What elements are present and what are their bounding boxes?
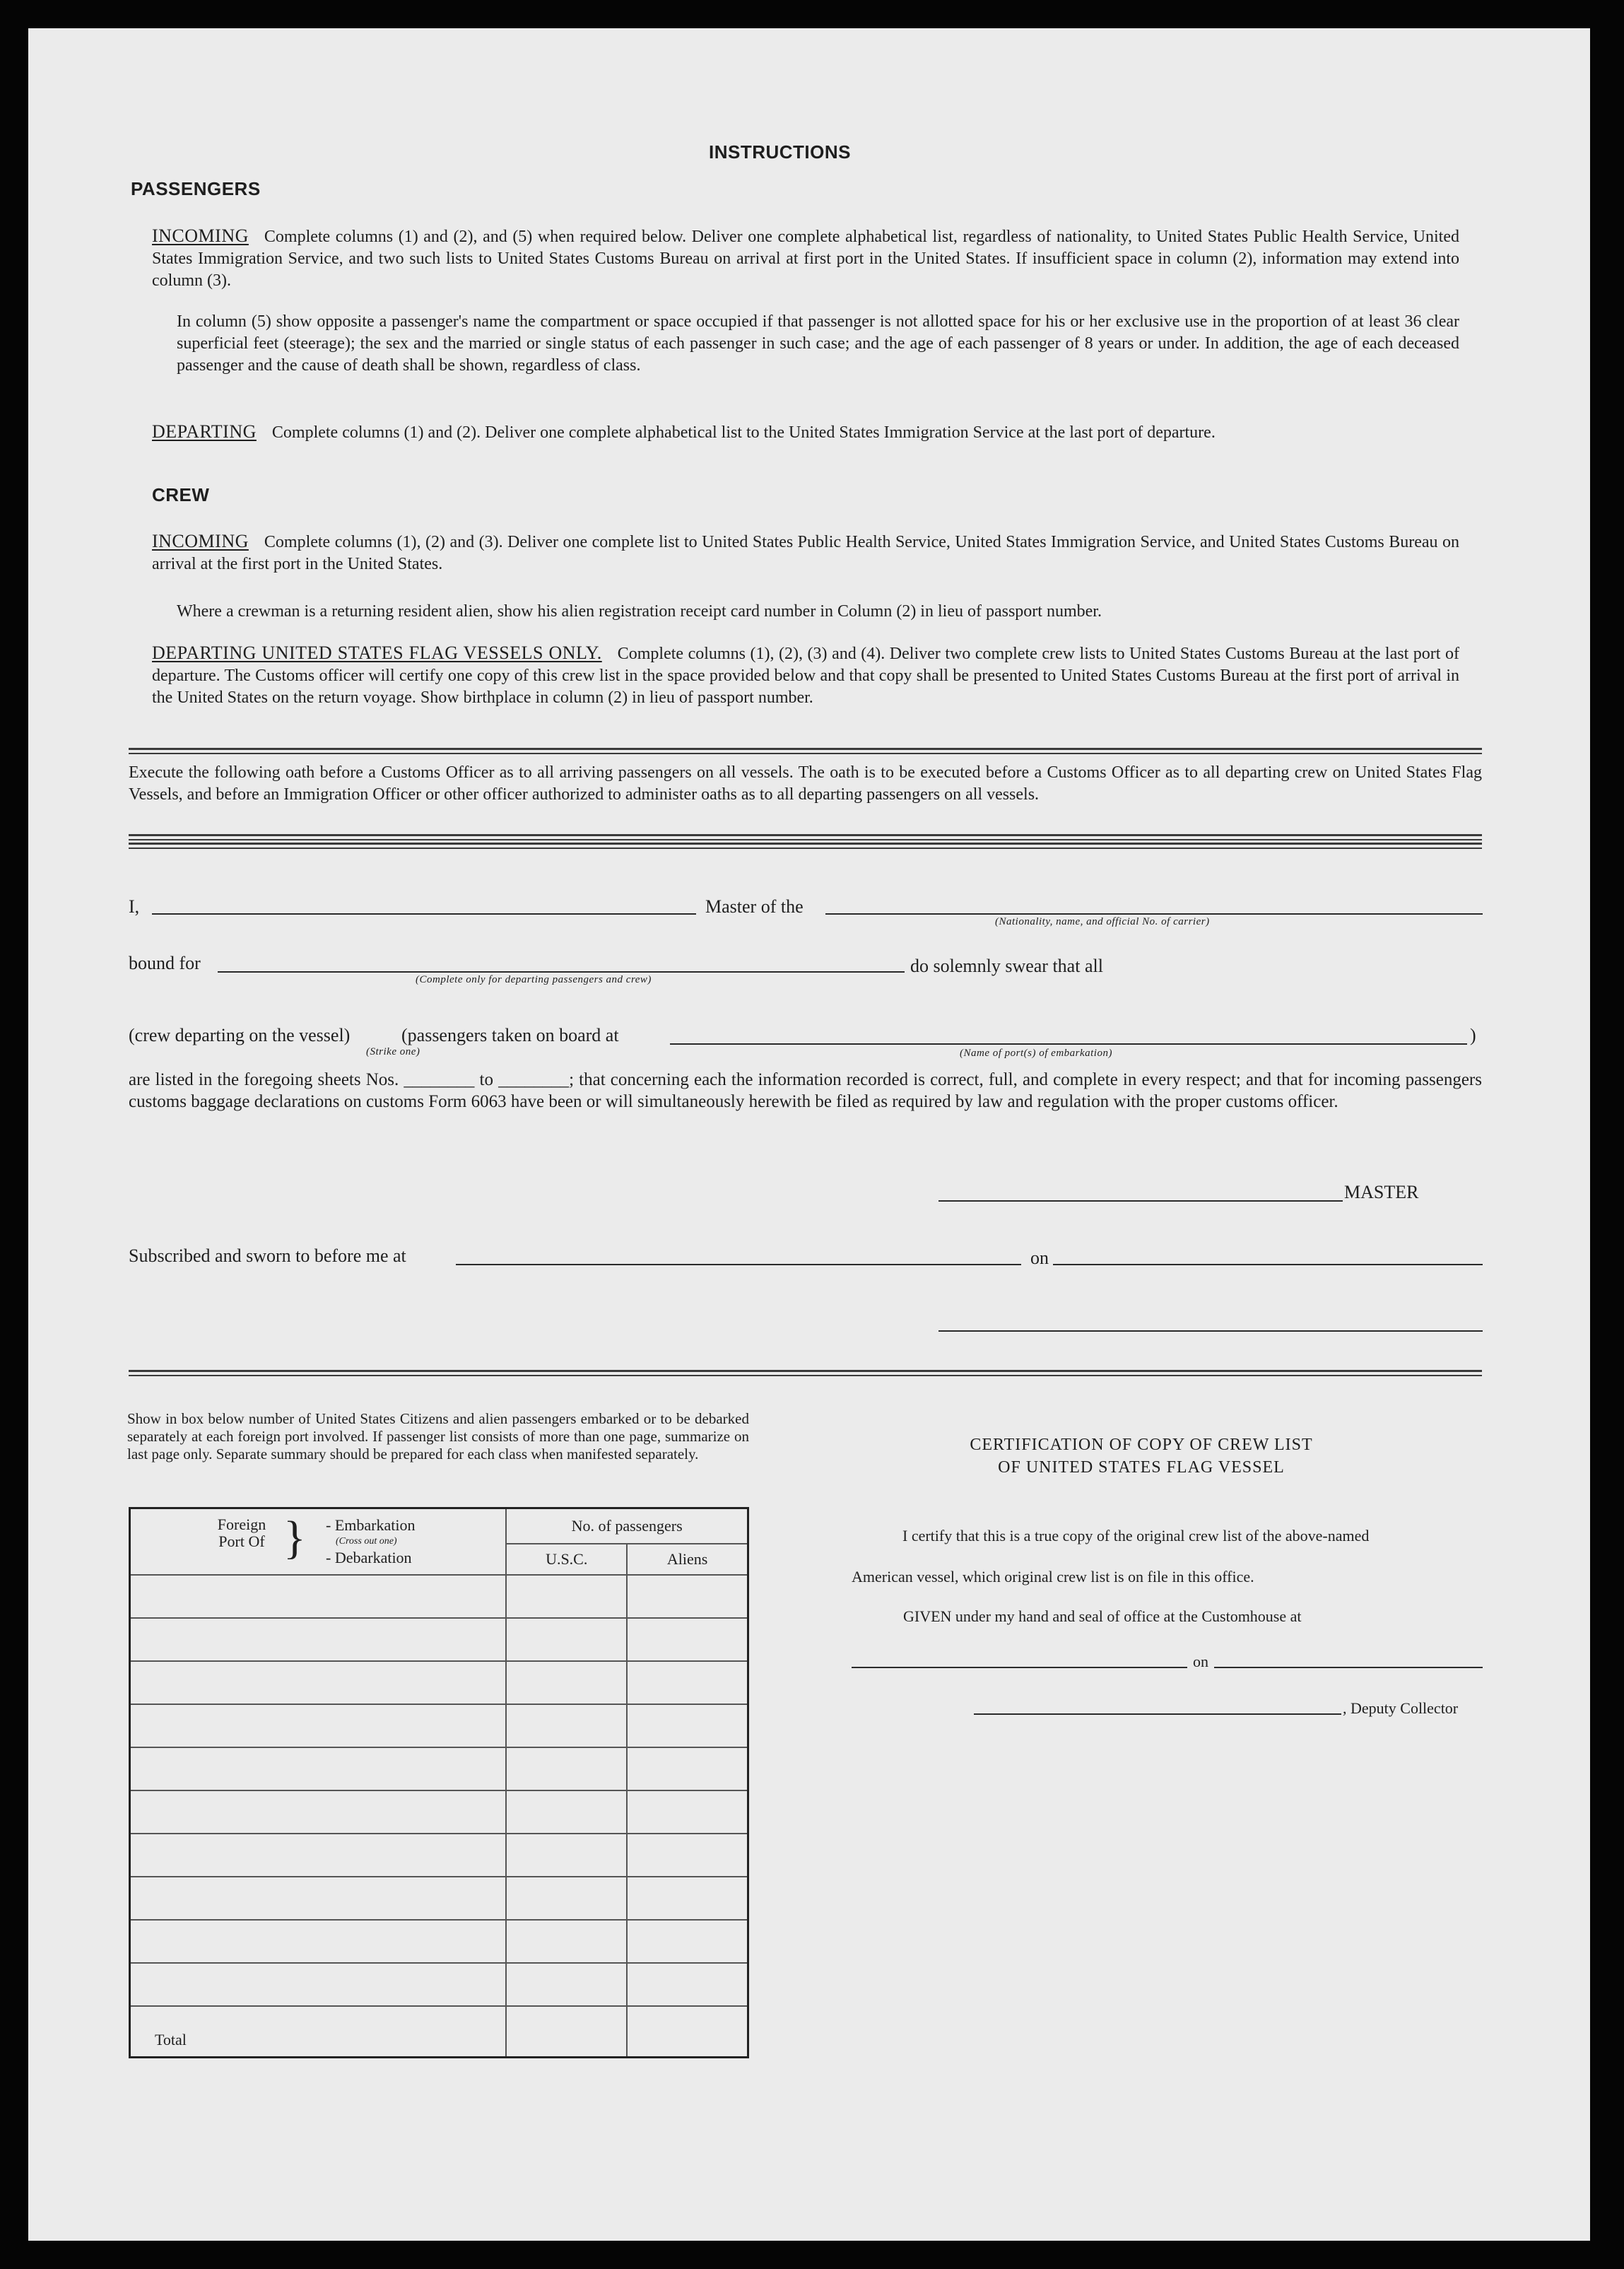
divider-double [129,834,1482,840]
total-label: Total [155,2031,187,2048]
certification-line2: American vessel, which original crew list is on file in this office. [852,1568,1254,1585]
crew-departing-lead: DEPARTING UNITED STATES FLAG VESSELS ONLY. [152,643,602,663]
bound-for-field[interactable] [218,971,905,973]
foreign-port-of-label: Foreign Port Of [217,1515,266,1550]
aliens-cell[interactable] [627,1963,748,2006]
no-of-passengers-header: No. of passengers [506,1508,748,1544]
divider-double [129,1370,1482,1376]
port-cell[interactable] [130,1661,507,1704]
carrier-field[interactable] [825,913,1483,915]
aliens-cell[interactable] [627,1747,748,1790]
deputy-collector-label: , Deputy Collector [1343,1699,1459,1717]
usc-header: U.S.C. [506,1544,627,1575]
passengers-incoming-paragraph [152,225,1459,292]
passengers-column5-paragraph: In column (5) show opposite a passenger's name the compartment or space occupied if that passenger is not allotted space for his or her exclusive use in the proportion of at least 36 clear superficial feet (steerage); the sex and the married or single status of each passenger in such case; and the age of each passenger of 8 years or under. In addition, the age of each deceased passenger and the cause of death shall be shown, regardless of class. [177,312,1459,375]
aliens-cell[interactable] [627,1834,748,1877]
crew-incoming-paragraph [152,530,1459,575]
oath-i-label: I, [129,896,140,917]
sworn-on-label: on [1030,1248,1049,1268]
aliens-cell[interactable] [627,1877,748,1920]
master-of-the-label: Master of the [705,896,804,917]
crew-departing-paragraph [152,642,1459,709]
sheets-statement: are listed in the foregoing sheets Nos. ________ to ________; that concerning each the information recorded is correct, full, and complete in every respect; and that for incoming passengers customs baggage declarations on customs Form 6063 have been or will simultaneously herewith be filed as required by law and regulation with the proper customs officer. [129,1070,1482,1111]
crew-incoming-text: Complete columns (1), (2) and (3). Deliver one complete list to United States Public Health Service, United States Immigration Service, and United States Customs Bureau on arrival at the first port in the United States. [152,533,1459,573]
certification-title-line2: OF UNITED STATES FLAG VESSEL [998,1458,1285,1477]
port-cell[interactable] [130,1920,507,1963]
passenger-summary-table [129,1507,749,2058]
passengers-incoming-text: Complete columns (1) and (2), and (5) when required below. Deliver one complete alphabetical list, regardless of nationality, to United States Public Health Service, United States Immigration Service, and two such lists to United States Customs Bureau on arrival at first port in the United States. If insufficient space in column (2), information may extend into column (3). [152,228,1459,290]
usc-total-cell[interactable] [506,2006,627,2058]
aliens-cell[interactable] [627,1704,748,1747]
strike-one-note: (Strike one) [366,1046,420,1057]
certification-date-field[interactable] [1214,1667,1483,1668]
port-cell[interactable] [130,1704,507,1747]
close-paren: ) [1470,1025,1476,1045]
certification-on-label: on [1193,1653,1208,1670]
master-label: MASTER [1344,1182,1419,1202]
master-signature-field[interactable] [938,1200,1343,1202]
certification-line1: I certify that this is a true copy of the original crew list of the above-named [902,1527,1370,1544]
aliens-cell[interactable] [627,1661,748,1704]
crew-departing-option[interactable]: (crew departing on the vessel) [129,1025,351,1045]
brace-icon: } [283,1512,306,1564]
port-cell[interactable] [130,1790,507,1834]
passengers-departing-text: Complete columns (1) and (2). Deliver one complete alphabetical list to the United States Immigration Service at the last port of departure. [271,423,1216,442]
cross-out-one-note: (Cross out one) [336,1536,397,1547]
debarkation-label[interactable]: - Debarkation [326,1549,412,1566]
summary-instructions: Show in box below number of United States Citizens and alien passengers embarked or to be debarked separately at each foreign port involved. If passenger list consists of more than one page, summarize on last page only. Separate summary should be prepared for each class when manifested separately. [127,1410,749,1462]
passengers-departing-lead: DEPARTING [152,421,257,442]
crew-alien-paragraph: Where a crewman is a returning resident alien, show his alien registration receipt card number in Column (2) in lieu of passport number. [177,602,1102,621]
sworn-date-field[interactable] [1053,1264,1483,1265]
swear-label: do solemnly swear that all [910,956,1103,976]
aliens-cell[interactable] [627,1790,748,1834]
bound-for-label: bound for [129,953,201,973]
port-header-cell [130,1508,507,1575]
port-cell[interactable] [130,1618,507,1661]
usc-cell[interactable] [506,1661,627,1704]
embarkation-label[interactable]: - Embarkation [326,1516,416,1534]
certification-title-line1: CERTIFICATION OF COPY OF CREW LIST [970,1436,1313,1454]
passengers-heading: PASSENGERS [131,178,261,199]
port-cell[interactable] [130,1963,507,2006]
total-label-cell [130,2006,507,2058]
certification-line3: GIVEN under my hand and seal of office at the Customhouse at [903,1607,1302,1625]
usc-cell[interactable] [506,1877,627,1920]
usc-cell[interactable] [506,1704,627,1747]
crew-heading: CREW [152,484,210,505]
crew-departing-text: Complete columns (1), (2), (3) and (4). Deliver two complete crew lists to United States Customs Bureau at the last port of departure. The Customs officer will certify one copy of this crew list in the space provided below and that copy shall be presented to United States Customs Bureau at the first port of arrival in the United States on the return voyage. Show birthplace in column (2) in lieu of passport number. [152,645,1459,707]
subscribed-label: Subscribed and sworn to before me at [129,1245,406,1266]
customhouse-field[interactable] [852,1667,1187,1668]
bound-for-note: (Complete only for departing passengers and crew) [416,974,652,985]
aliens-cell[interactable] [627,1618,748,1661]
passengers-departing-paragraph [152,421,1459,444]
usc-cell[interactable] [506,1618,627,1661]
usc-cell[interactable] [506,1747,627,1790]
deputy-collector-signature-field[interactable] [974,1713,1341,1715]
sworn-place-field[interactable] [456,1264,1021,1265]
usc-cell[interactable] [506,1575,627,1618]
divider-double [129,843,1482,849]
divider-double [129,748,1482,754]
embarkation-port-field[interactable] [670,1043,1467,1045]
port-cell[interactable] [130,1834,507,1877]
oath-instructions: Execute the following oath before a Customs Officer as to all arriving passengers on all vessels. The oath is to be executed before a Customs Officer as to all departing crew on United States Flag Vessels, and before an Immigration Officer or other officer authorized to administer oaths as to all departing passengers on all vessels. [129,763,1482,804]
passengers-taken-option[interactable]: (passengers taken on board at [401,1025,619,1045]
embarkation-note: (Name of port(s) of embarkation) [960,1048,1112,1059]
port-cell[interactable] [130,1575,507,1618]
officer-signature-field[interactable] [938,1330,1483,1332]
form-page [28,28,1590,2241]
master-name-field[interactable] [152,913,696,915]
crew-incoming-lead: INCOMING [152,531,249,551]
carrier-note: (Nationality, name, and official No. of carrier) [995,916,1210,927]
usc-cell[interactable] [506,1790,627,1834]
aliens-total-cell[interactable] [627,2006,748,2058]
aliens-header: Aliens [627,1544,748,1575]
usc-cell[interactable] [506,1834,627,1877]
port-cell[interactable] [130,1747,507,1790]
aliens-cell[interactable] [627,1920,748,1963]
passengers-incoming-lead: INCOMING [152,225,249,246]
page-title: INSTRUCTIONS [709,141,851,163]
usc-cell[interactable] [506,1920,627,1963]
usc-cell[interactable] [506,1963,627,2006]
port-cell[interactable] [130,1877,507,1920]
aliens-cell[interactable] [627,1575,748,1618]
